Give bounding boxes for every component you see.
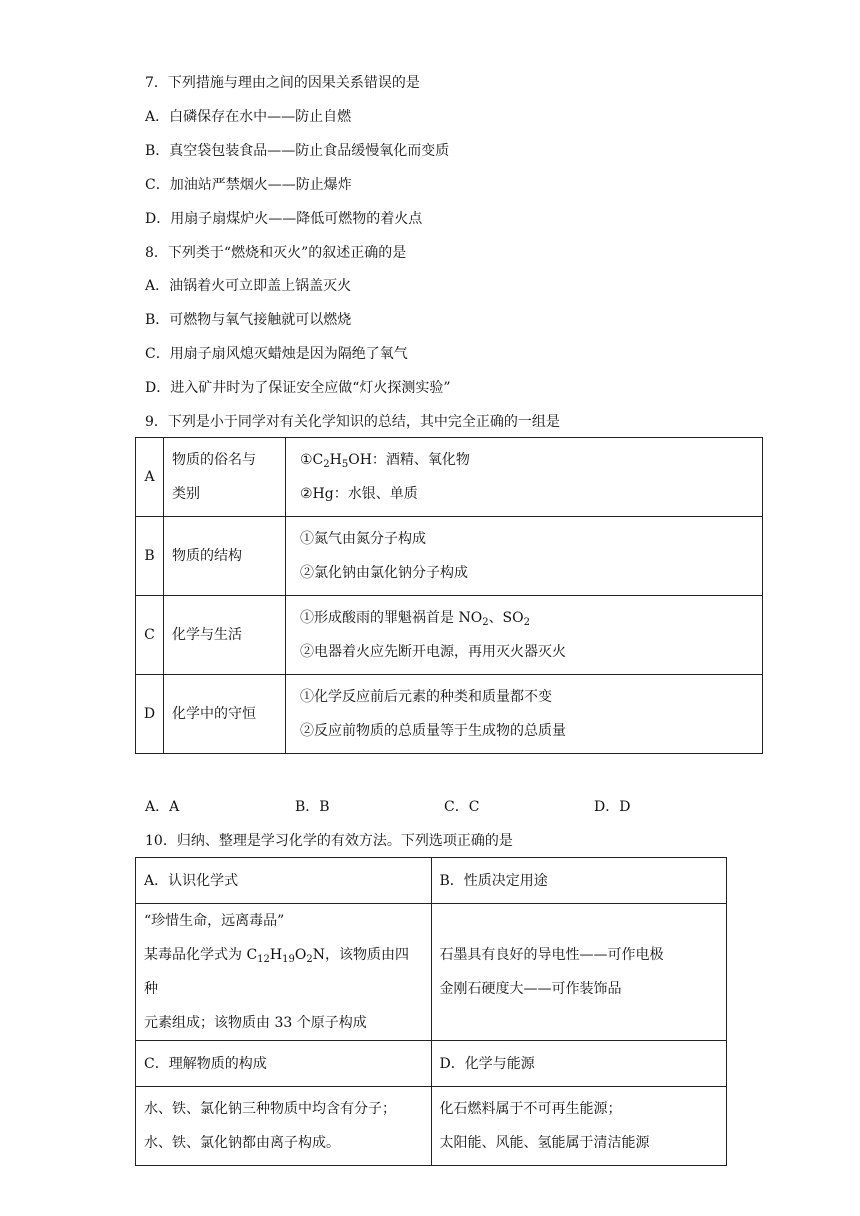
cell-line	[144, 938, 423, 1006]
content-line-2: ②反应前物质的总质量等于生成物的总质量	[300, 723, 566, 739]
q9-option-b: B．B	[295, 799, 330, 815]
subscript: 12	[257, 954, 270, 965]
formula-text: OH：酒精、氧化物	[348, 452, 470, 468]
formula-text: H	[269, 947, 283, 963]
q8-stem: 8．下列类于“燃烧和灭火”的叙述正确的是	[145, 245, 407, 261]
table-row	[136, 675, 763, 754]
q10-table	[135, 857, 727, 1166]
formula-text: ①C	[300, 452, 324, 468]
cell-line: “珍惜生命，远离毒品”	[144, 913, 285, 929]
q7-stem: 7．下列措施与理由之间的因果关系错误的是	[145, 75, 420, 91]
cell-line: 金刚石硬度大——可作装饰品	[439, 981, 622, 997]
row-letter: B	[136, 517, 164, 596]
table-row	[136, 904, 727, 1041]
cell-c-heading: C．理解物质的构成	[136, 1041, 432, 1087]
content-line-2: ②电器着火应先断开电源，再用灭火器灭火	[300, 644, 566, 660]
row-content	[286, 517, 763, 596]
cell-line: 水、铁、氯化钠三种物质中均含有分子；	[144, 1101, 396, 1117]
table-row	[136, 438, 763, 517]
cell-line: 太阳能、风能、氢能属于清洁能源	[439, 1135, 650, 1151]
cell-d-body	[431, 1087, 727, 1166]
formula-text: ①形成酸雨的罪魁祸首是 NO	[300, 610, 483, 626]
row-category	[164, 438, 286, 517]
row-letter: C	[136, 596, 164, 675]
subscript: 2	[323, 459, 330, 470]
row-content	[286, 438, 763, 517]
q7-option-b: B．真空袋包装食品——防止食品缓慢氧化而变质	[145, 143, 450, 159]
formula-text: O	[294, 947, 307, 963]
q10-stem: 10．归纳、整理是学习化学的有效方法。下列选项正确的是	[145, 833, 513, 849]
q7-option-d: D．用扇子扇煤炉火——降低可燃物的着火点	[145, 211, 423, 227]
q7-option-a: A．白磷保存在水中——防止自燃	[145, 109, 352, 125]
q8-option-d: D．进入矿井时为了保证安全应做“灯火探测实验”	[145, 380, 451, 396]
cell-b-body	[431, 904, 727, 1041]
content-line-2: ②Hg：水银、单质	[300, 486, 418, 502]
q9-options	[0, 796, 860, 818]
subscript: 19	[282, 954, 295, 965]
content-line-1: ①化学反应前后元素的种类和质量都不变	[300, 689, 552, 705]
row-category: 物质的结构	[164, 517, 286, 596]
cell-b-heading: B．性质决定用途	[431, 858, 727, 904]
category-line: 物质的俗名与	[172, 452, 256, 468]
formula-text: N，该物质由四种	[144, 947, 409, 997]
cell-a-heading: A．认识化学式	[136, 858, 432, 904]
cell-a-body	[136, 904, 432, 1041]
formula-text: 某毒品化学式为 C	[144, 947, 258, 963]
row-category: 化学中的守恒	[164, 675, 286, 754]
row-category: 化学与生活	[164, 596, 286, 675]
cell-line: 水、铁、氯化钠都由离子构成。	[144, 1135, 340, 1151]
subscript: 5	[341, 459, 349, 470]
row-letter: A	[136, 438, 164, 517]
row-letter: D	[136, 675, 164, 754]
table-row	[136, 517, 763, 596]
q8-option-b: B．可燃物与氧气接触就可以燃烧	[145, 312, 352, 328]
q9-option-c: C．C	[444, 799, 480, 815]
row-content	[286, 596, 763, 675]
subscript: 2	[306, 954, 313, 965]
q7-option-c: C．加油站严禁烟火——防止爆炸	[145, 177, 352, 193]
content-line-2: ②氯化钠由氯化钠分子构成	[300, 565, 468, 581]
q8-option-a: A．油锅着火可立即盖上锅盖灭火	[145, 278, 352, 294]
q9-stem: 9．下列是小于同学对有关化学知识的总结，其中完全正确的一组是	[145, 414, 560, 430]
content-line-1	[300, 443, 762, 477]
cell-d-heading: D．化学与能源	[431, 1041, 727, 1087]
cell-line: 化石燃料属于不可再生能源；	[439, 1101, 622, 1117]
subscript: 2	[523, 617, 531, 628]
cell-line: 石墨具有良好的导电性——可作电极	[439, 947, 664, 963]
table-row	[136, 596, 763, 675]
row-content	[286, 675, 763, 754]
q9-table	[135, 437, 763, 754]
subscript: 2	[482, 617, 489, 628]
content-line-1	[300, 601, 762, 635]
q8-option-c: C．用扇子扇风熄灭蜡烛是因为隔绝了氧气	[145, 346, 408, 362]
content-line-1: ①氮气由氮分子构成	[300, 531, 426, 547]
cell-line: 元素组成；该物质由 33 个原子构成	[144, 1015, 367, 1031]
q9-option-a: A．A	[145, 799, 180, 815]
category-line: 类别	[172, 486, 200, 502]
q9-option-d: D．D	[594, 799, 631, 815]
formula-text: H	[329, 452, 342, 468]
formula-text: 、SO	[488, 610, 524, 626]
table-row	[136, 1087, 727, 1166]
table-row	[136, 858, 727, 904]
table-row	[136, 1041, 727, 1087]
cell-c-body	[136, 1087, 432, 1166]
